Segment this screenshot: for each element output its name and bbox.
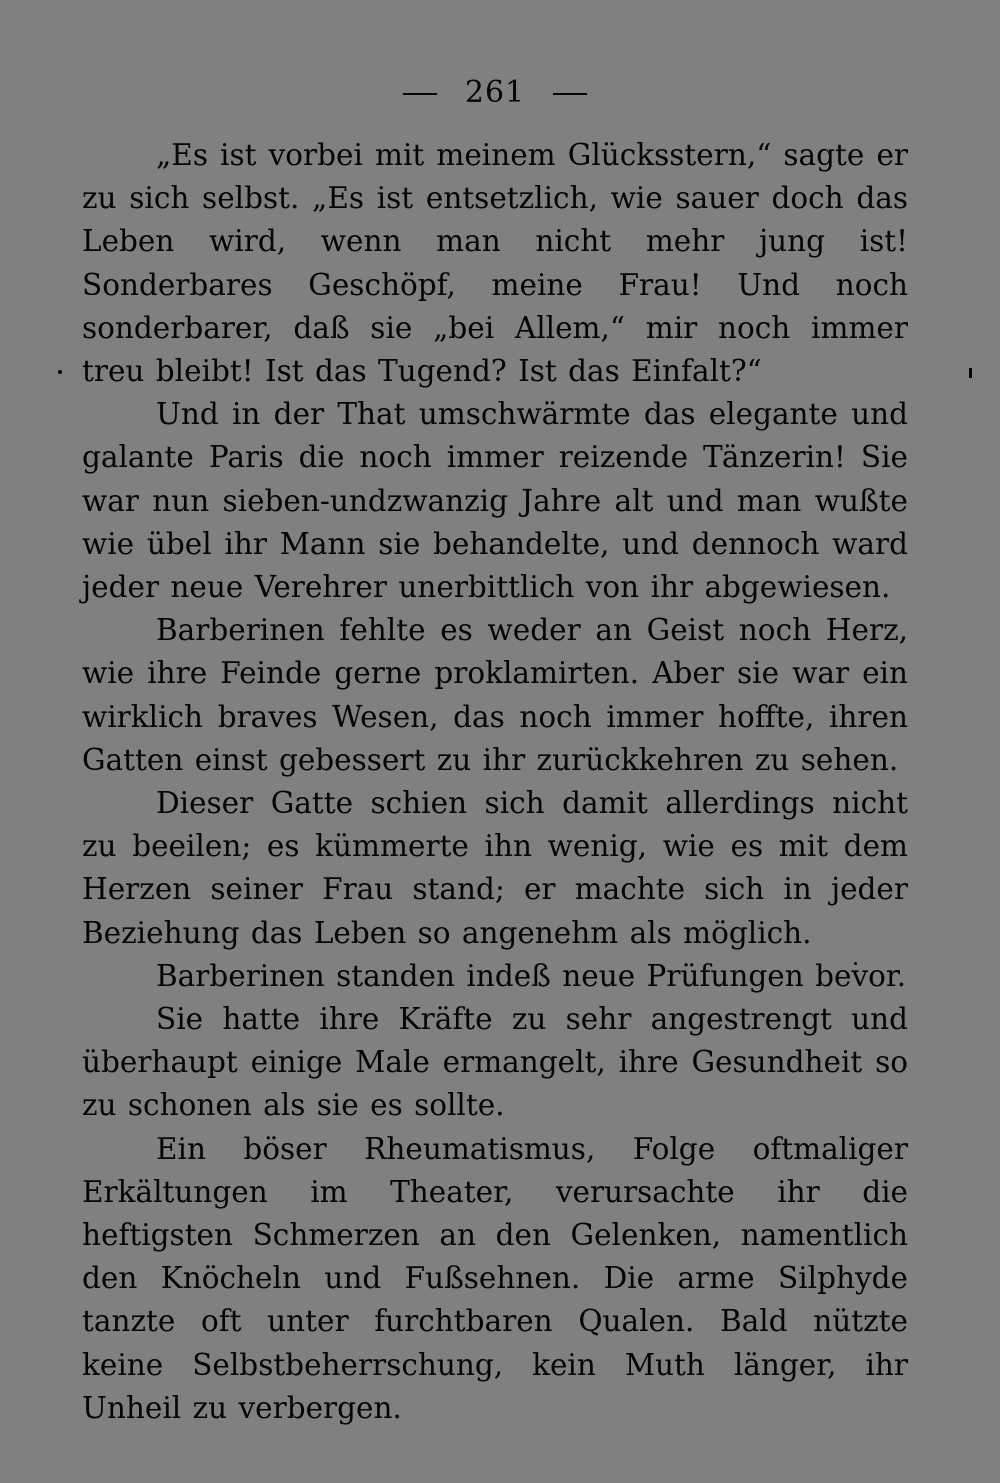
paragraph: Und in der That umschwärmte das elegante und galante Paris die noch immer reizende Tänzerin! Sie war nun sieben-undzwanzig Jahre alt und man wußte wie übel ihr Mann sie behandelte, und dennoch ward jeder neue Verehrer unerbittlich von ihr abgewiesen. (82, 397, 908, 605)
paragraph: Dieser Gatte schien sich damit allerdings nicht zu beeilen; es kümmerte ihn wenig, wie es mit dem Herzen seiner Frau stand; er machte sich in jeder Beziehung das Leben so angenehm als möglich. (82, 786, 908, 950)
margin-mark-left (58, 370, 62, 374)
paragraph: Sie hatte ihre Kräfte zu sehr angestrengt und überhaupt einige Male ermangelt, ihre Gesundheit so zu schonen als sie es sollte. (82, 1002, 908, 1123)
page-number: 261 (464, 75, 526, 110)
book-page (82, 70, 908, 1430)
page-number-header (82, 75, 908, 110)
paragraph: Barberinen standen indeß neue Prüfungen bevor. (156, 958, 907, 993)
margin-mark-right (969, 368, 972, 378)
paragraph: Ein böser Rheumatismus, Folge oftmaliger Erkältungen im Theater, verursachte ihr die heftigsten Schmerzen an den Gelenken, namentlich den Knöcheln und Fußsehnen. Die arme Silphyde tanzte oft unter furchtbaren Qualen. Bald nützte keine Selbstbeherrschung, kein Muth länger, ihr Unheil zu verbergen. (82, 1131, 908, 1425)
page-number-dash-right (553, 93, 587, 95)
paragraph: „Es ist vorbei mit meinem Glücksstern,“ sagte er zu sich selbst. „Es ist entsetzlich, wie sauer doch das Leben wird, wenn man nicht mehr jung ist! Sonderbares Geschöpf, meine Frau! Und noch sonderbarer, daß sie „bei Allem,“ mir noch immer treu bleibt! Ist das Tugend? Ist das Einfalt?“ (82, 138, 908, 389)
page-number-dash-left (403, 93, 437, 95)
paragraph: Barberinen fehlte es weder an Geist noch Herz, wie ihre Feinde gerne proklamirten. Aber sie war ein wirklich braves Wesen, das noch immer hoffte, ihren Gatten einst gebessert zu ihr zurückkehren zu sehen. (82, 613, 908, 777)
